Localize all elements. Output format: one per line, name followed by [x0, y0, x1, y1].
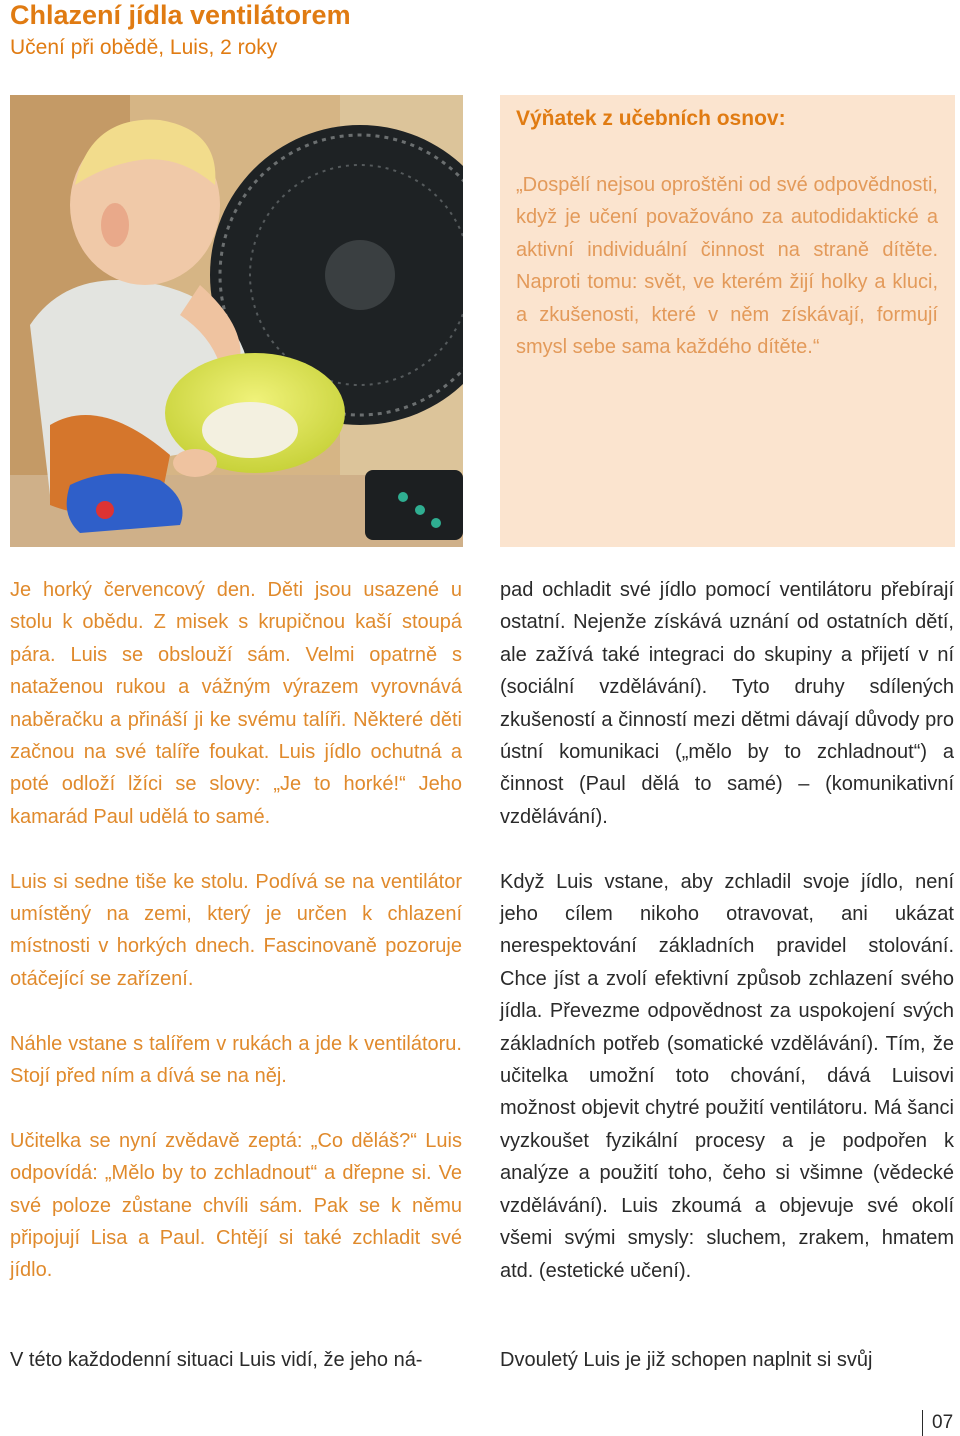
paragraph-5: V této každodenní situaci Luis vidí, že jeho ná- — [10, 1349, 423, 1371]
curriculum-excerpt-box — [500, 95, 955, 547]
page-title: Chlazení jídla ventilátorem — [10, 0, 351, 30]
paragraph-3: Náhle vstane s talířem v rukách a jde k ventilátoru. Stojí před ním a dívá se na něj. — [10, 1032, 462, 1088]
paragraph-4: Učitelka se nyní zvědavě zeptá: „Co děláš?“ Luis odpovídá: „Mělo by to zchladnout“ a dřepne si. Ve své poloze zůstane chvíli sám. Pak se k němu připojují Lisa a Paul. Chtějí si také zchladit své jídlo. — [10, 1129, 462, 1282]
paragraph-2: Luis si sedne tiše ke stolu. Podívá se na ventilátor umístěný na zemi, který je určen k chlazení místnosti v horkých dnech. Fascinovaně pozoruje otáčející se zařízení. — [10, 870, 462, 990]
paragraph-right-2: Když Luis vstane, aby zchladil svoje jídlo, není jeho cílem nikoho otravovat, ani ukázat nerespektování základních pravidel stolování. Chce jíst a zvolí efektivní způsob zchlazení svého jídla. Převezme odpovědnost za uspokojení svých základních potřeb (somatické vzdělávání). Tím, že učitelka umožní toto chování, dává Luisovi možnost objevit chytré použití ventilátoru. Má šanci vyzkoušet fyzikální procesy a je podpořen k analýze a použití toho, čeho si všimne (vědecké vzdělávání). Luis zkoumá a objevuje své okolí všemi svými smysly: sluchem, zrakem, hmatem atd. (estetické učení). — [500, 870, 954, 1282]
paragraph-right-3: Dvouletý Luis je již schopen naplnit si svůj — [500, 1349, 873, 1371]
excerpt-quote: „Dospělí nejsou oproštěni od své odpovědnosti, když je učení považováno za autodidaktické a aktivní individuální činnost na straně dítěte. Naproti tomu: svět, ve kterém žijí holky a kluci, a zkušenosti, které v něm získávají, formují smysl sebe sama každého dítěte.“ — [516, 174, 938, 359]
photo-child-with-fan — [10, 95, 463, 547]
paragraph-right-1: pad ochladit své jídlo pomocí ventilátoru přebírají ostatní. Nejenže získává uznání od ostatních dětí, ale zažívá také integraci do skupiny a přijetí v ní (sociální vzdělávání). Tyto druhy sdílených zkušeností a činností mezi dětmi dávají důvody pro ústní komunikaci („mělo by to zchladnout“) a činnost (Paul dělá to samé) – (komunikativní vzdělávání). — [500, 579, 954, 828]
right-column — [500, 574, 954, 1319]
page-subtitle: Učení při obědě, Luis, 2 roky — [10, 36, 278, 59]
left-column — [10, 574, 462, 1319]
page-number: 07 — [922, 1410, 953, 1436]
excerpt-heading: Výňatek z učebních osnov: — [516, 107, 786, 130]
paragraph-1: Je horký červencový den. Děti jsou usazené u stolu k obědu. Z misek s krupičnou kaší stoupá pára. Luis se obslouží sám. Velmi opatrně s nataženou rukou a vážným výrazem vyrovnává naběračku a přináší ji ke svému talíři. Některé děti začnou na své talíře foukat. Luis jídlo ochutná a poté odloží lžíci se slovy: „Je to horké!“ Jeho kamarád Paul udělá to samé. — [10, 579, 462, 828]
